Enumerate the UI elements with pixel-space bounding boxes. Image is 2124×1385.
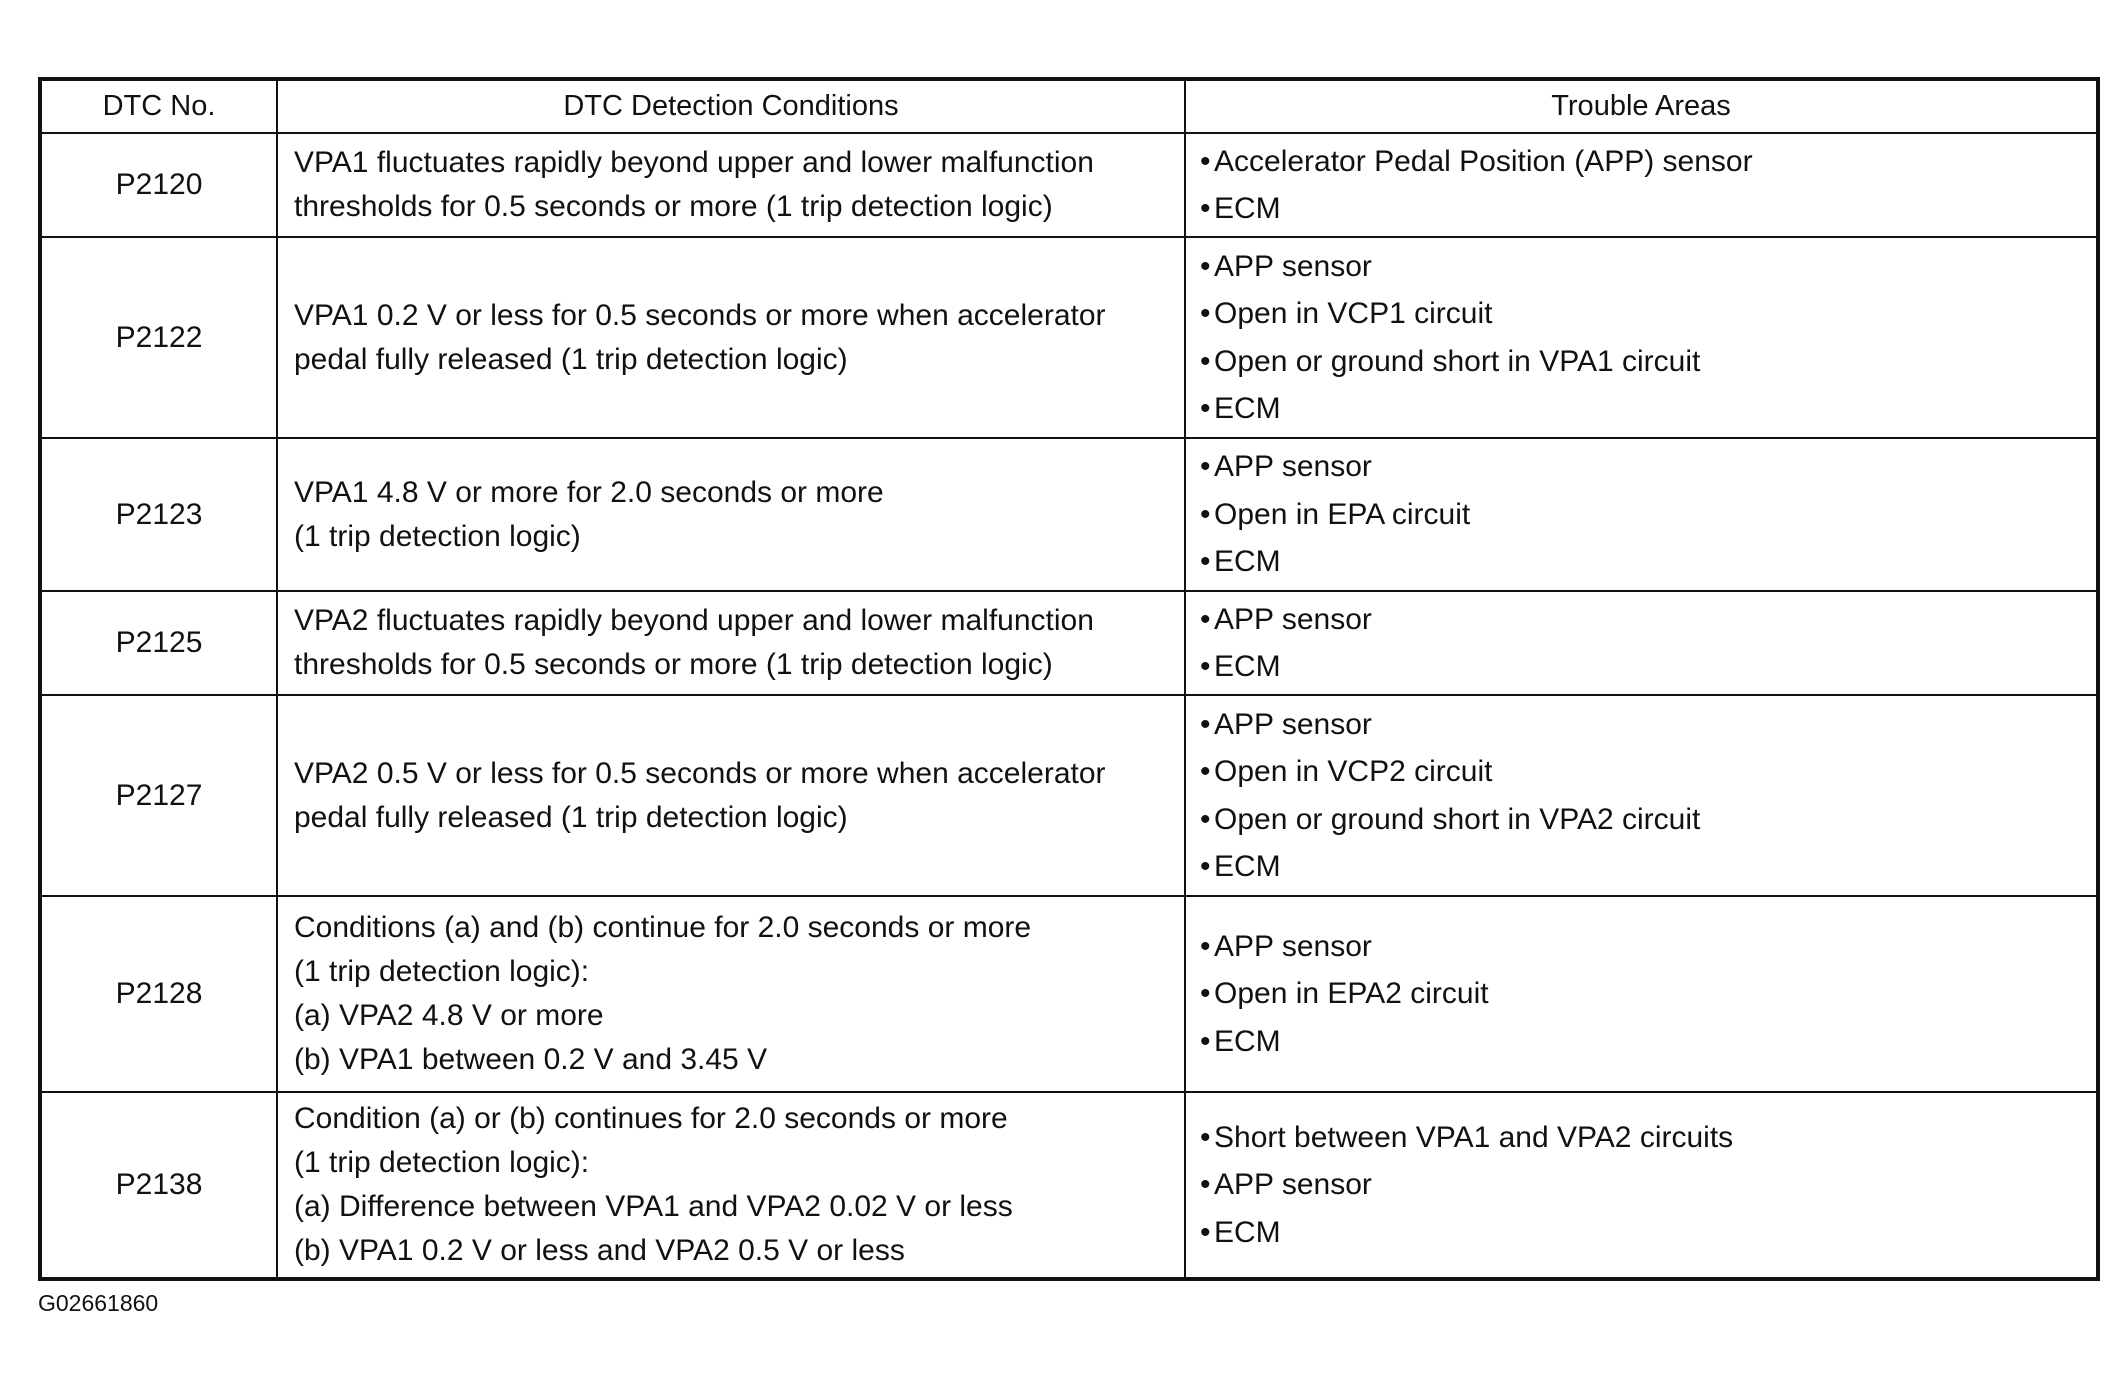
- trouble-area-item: • APP sensor: [1200, 443, 2096, 491]
- trouble-area-item: • Open or ground short in VPA2 circuit: [1200, 796, 2096, 844]
- condition-line: (a) Difference between VPA1 and VPA2 0.02 V or less: [294, 1190, 1013, 1223]
- table-header-row: [40, 79, 2098, 133]
- table-row: [40, 695, 2098, 896]
- dtc-code: P2123: [40, 438, 277, 591]
- dtc-code: P2120: [40, 133, 277, 237]
- trouble-area-item: • Open in VCP1 circuit: [1200, 290, 2096, 338]
- trouble-areas: [1185, 133, 2098, 237]
- trouble-area-item: • APP sensor: [1200, 923, 2096, 971]
- trouble-area-item: • Open or ground short in VPA1 circuit: [1200, 338, 2096, 386]
- condition-line: pedal fully released (1 trip detection logic): [294, 800, 848, 834]
- condition-line: (1 trip detection logic):: [294, 1146, 590, 1179]
- trouble-area-item: • APP sensor: [1200, 1161, 2096, 1209]
- trouble-area-item: • ECM: [1200, 643, 2096, 691]
- condition-line: VPA2 0.5 V or less for 0.5 seconds or more when accelerator: [294, 756, 1106, 790]
- trouble-area-item: • Open in VCP2 circuit: [1200, 748, 2096, 796]
- dtc-table: [38, 77, 2100, 1281]
- table-row: [40, 237, 2098, 438]
- condition-line: (1 trip detection logic):: [294, 955, 590, 988]
- detection-conditions: [277, 438, 1185, 591]
- detection-conditions: [277, 896, 1185, 1092]
- condition-line: (1 trip detection logic): [294, 519, 581, 553]
- dtc-code: P2127: [40, 695, 277, 896]
- trouble-areas: [1185, 591, 2098, 695]
- detection-conditions: [277, 1092, 1185, 1279]
- trouble-area-item: • APP sensor: [1200, 701, 2096, 749]
- trouble-area-item: • ECM: [1200, 1018, 2096, 1066]
- condition-line: VPA2 fluctuates rapidly beyond upper and lower malfunction: [294, 604, 1094, 637]
- dtc-code: P2125: [40, 591, 277, 695]
- dtc-code: P2122: [40, 237, 277, 438]
- trouble-areas: [1185, 896, 2098, 1092]
- table-row: [40, 591, 2098, 695]
- detection-conditions: [277, 591, 1185, 695]
- trouble-areas: [1185, 438, 2098, 591]
- header-detection-conditions: DTC Detection Conditions: [277, 79, 1185, 133]
- condition-line: (b) VPA1 between 0.2 V and 3.45 V: [294, 1043, 768, 1076]
- table-body: [40, 133, 2098, 1279]
- condition-line: thresholds for 0.5 seconds or more (1 trip detection logic): [294, 648, 1053, 681]
- trouble-area-item: • ECM: [1200, 538, 2096, 586]
- condition-line: VPA1 fluctuates rapidly beyond upper and lower malfunction: [294, 146, 1094, 179]
- figure-id: G02661860: [38, 1290, 159, 1316]
- condition-line: Conditions (a) and (b) continue for 2.0 seconds or more: [294, 911, 1032, 944]
- trouble-areas: [1185, 237, 2098, 438]
- trouble-area-item: • ECM: [1200, 843, 2096, 891]
- table-row: [40, 438, 2098, 591]
- trouble-area-list: [1200, 243, 2096, 433]
- dtc-code: P2138: [40, 1092, 277, 1279]
- trouble-area-list: [1200, 701, 2096, 891]
- trouble-area-item: • Open in EPA circuit: [1200, 491, 2096, 539]
- trouble-area-item: • ECM: [1200, 1209, 2096, 1257]
- detection-conditions: [277, 237, 1185, 438]
- detection-conditions: [277, 695, 1185, 896]
- trouble-areas: [1185, 1092, 2098, 1279]
- table-row: [40, 896, 2098, 1092]
- trouble-area-list: [1200, 443, 2096, 586]
- condition-line: pedal fully released (1 trip detection logic): [294, 342, 848, 376]
- header-trouble-areas: Trouble Areas: [1185, 79, 2098, 133]
- condition-line: thresholds for 0.5 seconds or more (1 trip detection logic): [294, 190, 1053, 223]
- trouble-area-item: • ECM: [1200, 385, 2096, 433]
- trouble-area-item: • Accelerator Pedal Position (APP) sensor: [1200, 138, 2096, 186]
- trouble-area-item: • ECM: [1200, 185, 2096, 233]
- trouble-area-list: [1200, 1114, 2096, 1257]
- condition-line: Condition (a) or (b) continues for 2.0 seconds or more: [294, 1102, 1008, 1135]
- trouble-area-item: • Open in EPA2 circuit: [1200, 970, 2096, 1018]
- table-row: [40, 133, 2098, 237]
- trouble-area-item: • APP sensor: [1200, 596, 2096, 644]
- trouble-area-list: [1200, 923, 2096, 1066]
- detection-conditions: [277, 133, 1185, 237]
- trouble-area-list: [1200, 138, 2096, 233]
- trouble-area-item: • APP sensor: [1200, 243, 2096, 291]
- trouble-area-item: • Short between VPA1 and VPA2 circuits: [1200, 1114, 2096, 1162]
- trouble-area-list: [1200, 596, 2096, 691]
- condition-line: VPA1 0.2 V or less for 0.5 seconds or more when accelerator: [294, 298, 1106, 332]
- header-dtc-no: DTC No.: [40, 79, 277, 133]
- trouble-areas: [1185, 695, 2098, 896]
- condition-line: VPA1 4.8 V or more for 2.0 seconds or more: [294, 475, 884, 509]
- condition-line: (a) VPA2 4.8 V or more: [294, 999, 604, 1032]
- table-row: [40, 1092, 2098, 1279]
- dtc-code: P2128: [40, 896, 277, 1092]
- condition-line: (b) VPA1 0.2 V or less and VPA2 0.5 V or less: [294, 1234, 905, 1267]
